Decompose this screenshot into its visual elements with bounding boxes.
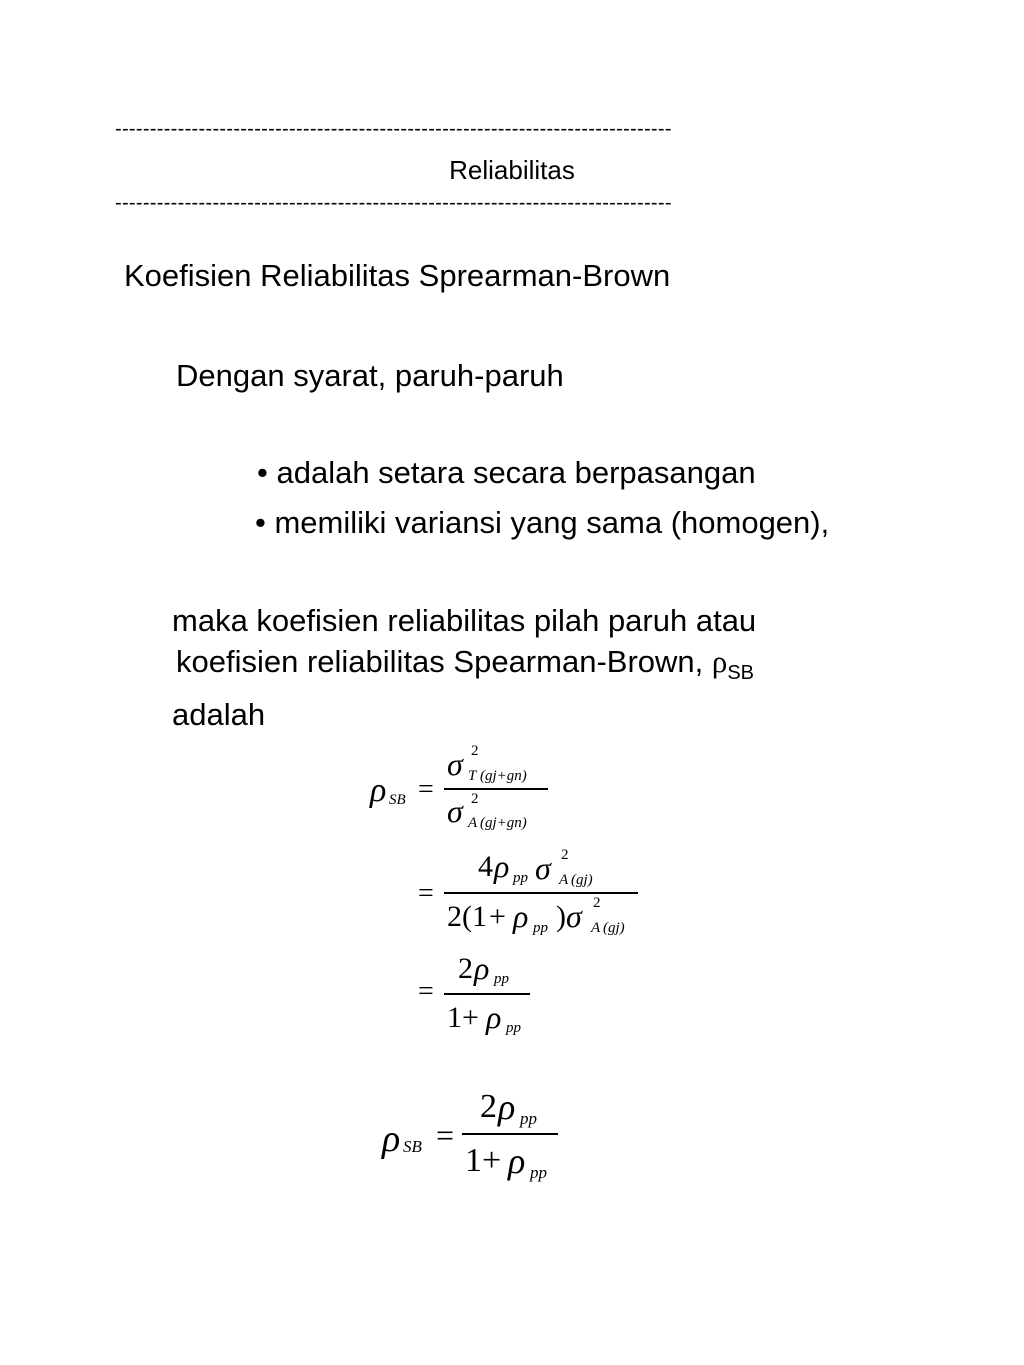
denominator-open: 2(1 (447, 900, 487, 933)
subscript-group: (gj+gn) (480, 768, 527, 784)
bullet-item: • adalah setara secara berpasangan (257, 455, 756, 490)
fraction-bar (444, 993, 530, 995)
rho-symbol: ρ (474, 950, 490, 986)
sigma-symbol: σ (535, 850, 551, 886)
superscript-2: 2 (561, 847, 569, 863)
subscript-pp: pp (494, 971, 509, 987)
numeral: 2 (458, 952, 473, 985)
subscript-group: (gj) (571, 872, 593, 888)
rho-symbol: ρ (508, 1141, 526, 1181)
fraction-bar (444, 788, 548, 790)
rho-symbol: ρ (711, 644, 728, 679)
numeral: 2 (480, 1088, 497, 1125)
sigma-symbol: σ (447, 793, 463, 829)
page-title: Reliabilitas (449, 155, 575, 185)
subscript-pp: pp (506, 1020, 521, 1036)
rho-subscript: SB (389, 792, 406, 808)
conclusion-line-2 (176, 644, 754, 685)
header-rule-bottom: -------------------------------------------------------------------------------- (115, 192, 672, 214)
numeral: 1 (465, 1142, 482, 1179)
subscript-pp: pp (513, 870, 528, 886)
subscript-a: A (559, 872, 569, 888)
plus-sign: + (462, 1001, 479, 1034)
fraction-bar (462, 1133, 558, 1135)
conclusion-line-3: adalah (172, 697, 266, 732)
equals-sign: = (418, 976, 434, 1007)
subscript-pp: pp (533, 920, 548, 936)
subscript-group: (gj+gn) (480, 815, 527, 831)
subscript-pp: pp (520, 1109, 537, 1128)
sigma-symbol: σ (566, 898, 582, 934)
superscript-2: 2 (471, 743, 479, 759)
rho-symbol: ρ (382, 1118, 401, 1160)
rho-symbol: ρ (513, 898, 529, 934)
sigma-symbol: σ (447, 746, 463, 782)
rho-subscript: SB (727, 662, 755, 684)
superscript-2: 2 (593, 895, 601, 911)
superscript-2: 2 (471, 791, 479, 807)
subscript-t: T (468, 768, 477, 784)
plus-sign: + (489, 900, 506, 933)
fraction-bar (444, 892, 638, 894)
bullet-item: • memiliki variansi yang sama (homogen), (255, 505, 830, 540)
header-rule-top: -------------------------------------------------------------------------------- (115, 118, 672, 140)
numeral: 4 (478, 850, 493, 883)
subscript-a: A (468, 815, 478, 831)
rho-symbol: ρ (370, 772, 387, 809)
subscript-pp: pp (530, 1163, 547, 1182)
equals-sign: = (418, 774, 434, 805)
rho-symbol: ρ (498, 1087, 516, 1127)
equals-sign: = (418, 878, 434, 909)
conclusion-line-1: maka koefisien reliabilitas pilah paruh atau (172, 603, 757, 638)
rho-subscript: SB (403, 1137, 422, 1156)
plus-sign: + (482, 1142, 502, 1179)
close-paren: ) (556, 900, 566, 933)
numeral: 1 (447, 1001, 462, 1034)
section-heading: Koefisien Reliabilitas Sprearman-Brown (124, 258, 671, 293)
rho-symbol: ρ (494, 848, 510, 884)
subscript-a: A (591, 920, 601, 936)
rho-symbol: ρ (486, 999, 502, 1035)
conclusion-text: koefisien reliabilitas Spearman-Brown, (176, 644, 712, 679)
condition-intro: Dengan syarat, paruh-paruh (176, 358, 564, 393)
equals-sign: = (436, 1117, 455, 1153)
subscript-group: (gj) (603, 920, 625, 936)
